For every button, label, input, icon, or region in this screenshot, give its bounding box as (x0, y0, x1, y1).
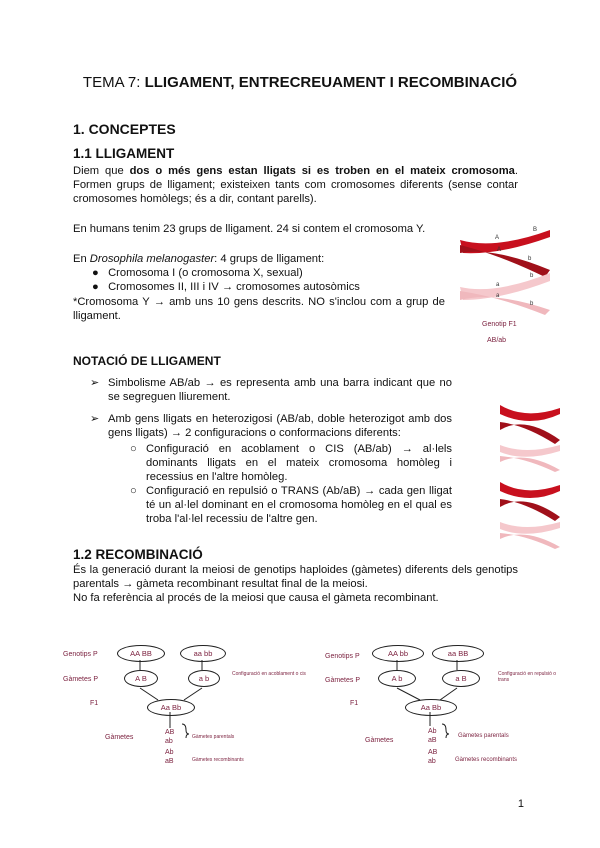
cis-cross-diagram (60, 640, 320, 745)
allele-label: A (497, 247, 502, 253)
label: Genotips P (325, 653, 360, 660)
figure-caption: Genotip F1 (482, 321, 517, 328)
allele-label: a (496, 293, 500, 299)
label: Gàmetes (105, 734, 134, 741)
allele-label: b (530, 301, 534, 307)
label: Gàmetes (365, 737, 394, 744)
text: : 4 grups de lligament: (214, 253, 325, 265)
allele-label: a (496, 282, 500, 288)
gamete: aB (428, 737, 437, 744)
arrow-bullet-icon: ➢ (90, 377, 100, 389)
arrow-item (90, 376, 452, 404)
gamete: ab (428, 758, 436, 765)
title-main: LLIGAMENT, ENTRECREUAMENT I RECOMBINACIÓ (144, 74, 518, 91)
gamete: ab (165, 738, 173, 745)
genotype-oval: aa BB (432, 645, 484, 662)
figure-caption: AB/ab (487, 337, 507, 344)
genotype-oval: AA bb (372, 645, 424, 662)
bullet: ● Cromosomes II, III i IV → cromosomes autosòmics (92, 281, 360, 293)
heading-lligament: 1.1 LLIGAMENT (73, 146, 175, 161)
title-prefix: TEMA 7: (82, 74, 145, 91)
paragraph: Configuració en repulsió o TRANS (Ab/aB) → cada gen lligat té un al·lel dominant en el cromosoma homòleg en el qual es troba l'al·lel recessiu de l'altre gen. (146, 485, 452, 525)
gamete-list (165, 728, 174, 746)
gamete-oval: A B (124, 670, 158, 687)
allele-label: b (528, 256, 532, 262)
allele-label: A (495, 235, 500, 241)
paragraph: És la generació durant la meiosi de genotips haploides (gàmetes) diferents dels genotips parentals → gàmeta recombinant resultat final de la meiosi. (73, 564, 518, 590)
paragraph: Configuració en acoblament o CIS (AB/ab) → al·lels dominants lligats en el mateix cromosoma homòleg i recessius en l'altre homòleg. (146, 443, 452, 483)
allele-label: B (533, 227, 538, 233)
label: Gàmetes P (63, 676, 99, 683)
gamete: AB (428, 749, 438, 756)
label: Gàmetes recombinants (192, 757, 244, 763)
heading-notacio: NOTACIÓ DE LLIGAMENT (73, 354, 221, 368)
trans-cross-diagram (320, 640, 580, 744)
arrow-item (90, 412, 452, 440)
paragraph (73, 164, 518, 206)
genotype-oval: AA BB (117, 645, 165, 662)
bullet-text: Cromosoma I (o cromosoma X, sexual) (108, 267, 303, 279)
label: Gàmetes recombinants (455, 757, 518, 763)
paragraph: Simbolisme AB/ab → es representa amb una barra indicant que no se segreguen lliurement. (108, 377, 452, 403)
heading-conceptes: 1. CONCEPTES (73, 121, 176, 137)
text: Diem que (73, 165, 130, 177)
circle-bullet-icon: ○ (130, 443, 137, 455)
paragraph: Amb gens lligats en heterozigosi (AB/ab, doble heterozigot amb dos gens lligats) → 2 configuracions o conformacions diferents: (108, 413, 452, 439)
paragraph: En humans tenim 23 grups de lligament. 24 si contem el cromosoma Y. (73, 223, 426, 235)
text: . Formen grups de lligament; existeixen tants com cromosomes diferents (sense contar cromosomes homòlegs; és a dir, contant parells). (73, 165, 518, 205)
f1-oval: Aa Bb (147, 699, 195, 716)
heading-recombinacio: 1.2 RECOMBINACIÓ (73, 547, 203, 562)
chromosome-light (460, 273, 550, 315)
label: Configuració en acoblament o cis (232, 671, 306, 677)
label: Genotips P (63, 651, 98, 658)
paragraph: No fa referència al procés de la meiosi que causa el gàmeta recombinant. (73, 592, 439, 604)
genotype-oval: aa bb (180, 645, 226, 662)
chromosome-dark (460, 230, 550, 277)
text-bold: dos o més gens estan lligats si es troben en el mateix cromosoma (129, 165, 515, 177)
gamete-oval: a b (188, 670, 220, 687)
gamete-list (165, 748, 174, 766)
chromosome-figure (455, 225, 555, 315)
label: Gàmetes P (325, 677, 361, 684)
label: Configuració en repulsió o trans (498, 671, 557, 683)
gamete-oval: a B (442, 670, 480, 687)
label: F1 (90, 700, 99, 707)
gamete-oval: A b (378, 670, 416, 687)
gamete: Ab (165, 749, 174, 756)
paragraph (73, 252, 445, 266)
sub-item (130, 484, 452, 526)
gamete-list (428, 748, 437, 766)
f1-oval: Aa Bb (405, 699, 457, 716)
page-title (0, 76, 600, 90)
arrow-bullet-icon: ➢ (90, 413, 100, 425)
bullet-text: Cromosomes II, III i IV → cromosomes autosòmics (108, 281, 360, 293)
gamete-list (428, 727, 437, 745)
sub-item (130, 442, 452, 484)
species-name: Drosophila melanogaster (89, 253, 215, 265)
page-number: 1 (517, 798, 524, 810)
gamete: aB (165, 758, 174, 765)
circle-bullet-icon: ○ (130, 485, 137, 497)
label: F1 (350, 700, 359, 707)
allele-label: b (530, 273, 534, 279)
notation-and-recombination-section (73, 354, 518, 605)
gamete: AB (165, 729, 175, 736)
paragraph: *Cromosoma Y → amb uns 10 gens descrits. NO s'inclou com a grup de lligament. (73, 296, 445, 322)
bullet: ● Cromosoma I (o cromosoma X, sexual) (92, 267, 303, 279)
gamete: Ab (428, 728, 437, 735)
text: En (73, 253, 90, 265)
label: Gàmetes parentals (458, 733, 509, 739)
label: Gàmetes parentals (192, 734, 235, 740)
